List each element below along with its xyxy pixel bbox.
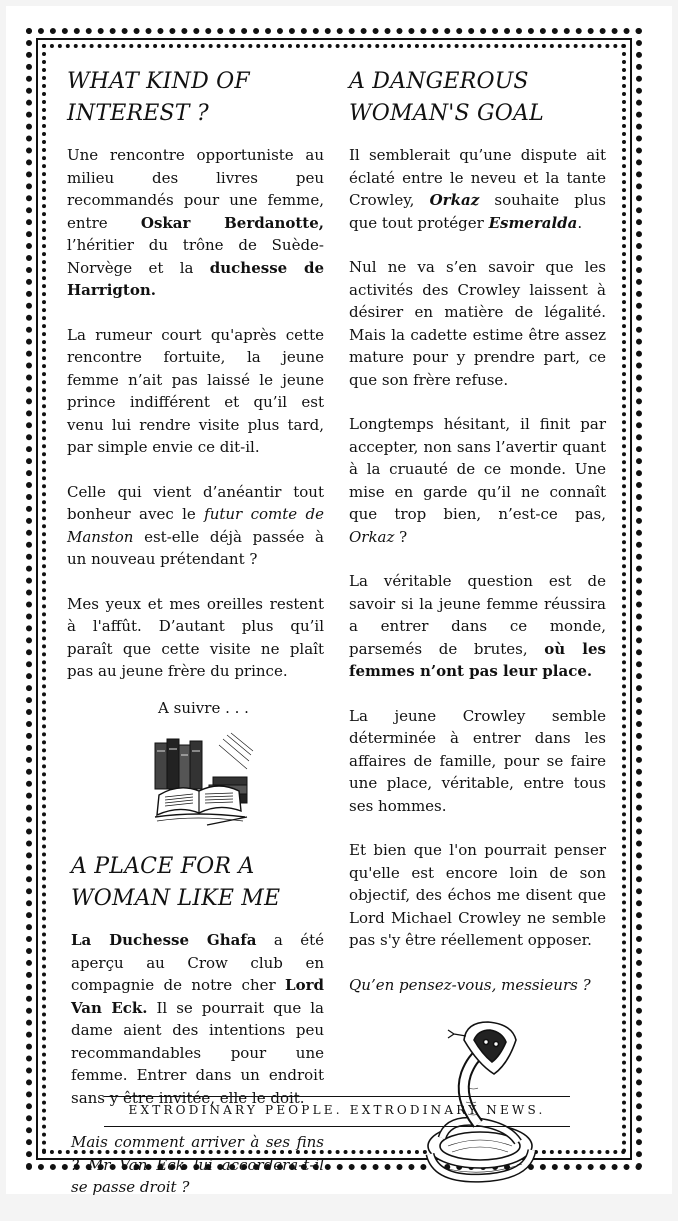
section-title-interest: WHAT KIND OF INTEREST ?: [67, 69, 250, 126]
article-paragraph: La véritable question est de savoir si la jeune femme réussira a entrer dans ce monde, parsemés de brutes, où les femmes n’ont pas leur place.: [349, 572, 606, 680]
article-paragraph: Une rencontre opportuniste au milieu des livres peu recommandés pour une femme, entre Oskar Berdanotte, l’héritier du trône de Suède-Norvège et la duchesse de Harrigton.: [67, 146, 324, 299]
article-paragraph: La Duchesse Ghafa a été aperçu au Crow club en compagnie de notre cher Lord Van Eck. Il se pourrait que la dame aient des intentions peu recommandables pour une femme. Entrer dans un endroit sans y être invitée, elle le doit.: [71, 931, 325, 1107]
article-paragraph: Mes yeux et mes oreilles restent à l'affût. D’autant plus qu’il paraît que cette visite ne plaît pas au jeune frère du prince.: [67, 594, 324, 680]
article-paragraph: La jeune Crowley semble déterminée à entrer dans les affaires de famille, pour se faire une place, véritable, entre tous ses hommes.: [349, 706, 606, 815]
article-paragraph: Il semblerait qu’une dispute ait éclaté entre le neveu et la tante Crowley, Orkaz souhaite plus que tout protéger Esmeralda.: [349, 146, 606, 232]
footer-rule-top: [104, 1096, 570, 1097]
article-paragraph: La rumeur court qu'après cette rencontre fortuite, la jeune femme n’ait pas laissé le jeune prince indifférent et qu’il est venu lui rendre visite plus tard, par simple envie ce dit-il.: [67, 325, 324, 456]
right-column: [349, 66, 606, 1188]
article-paragraph: Longtemps hésitant, il finit par accepter, non sans l’avertir quant à la cruauté de ce monde. Une mise en garde qu’il ne connaît que trop bien, n’est-ce pas, Orkaz ?: [349, 415, 606, 546]
to-follow-label: A suivre . . .: [158, 698, 249, 717]
footer-tagline: EXTRODINARY PEOPLE. EXTRODINARY NEWS.: [128, 1103, 546, 1117]
article-paragraph: Et bien que l'on pourrait penser qu'elle est encore loin de son objectif, des échos me disent que Lord Michael Crowley ne semble pas s'y être réellement opposer.: [349, 841, 606, 949]
section-title-place: A PLACE FOR A WOMAN LIKE ME: [71, 854, 281, 911]
article-paragraph: Mais comment arriver à ses fins ? Mr Van Eck lui accordera-t-il se passe droit ?: [71, 1133, 324, 1196]
article-paragraph: Nul ne va s’en savoir que les activités des Crowley laissent à désirer en matière de légalité. Mais la cadette estime être assez mature pour y prendre part, ce que son frère refuse.: [349, 258, 606, 389]
left-column: [67, 66, 324, 1221]
article-paragraph: Celle qui vient d’anéantir tout bonheur avec le futur comte de Manston est-elle déjà passée à un nouveau prétendant ?: [67, 482, 324, 568]
section-title-goal: A DANGEROUS WOMAN'S GOAL: [349, 69, 544, 126]
article-paragraph: Qu’en pensez-vous, messieurs ?: [349, 975, 591, 994]
footer-rule-bottom: [104, 1126, 570, 1127]
open-books-icon: [147, 725, 255, 829]
